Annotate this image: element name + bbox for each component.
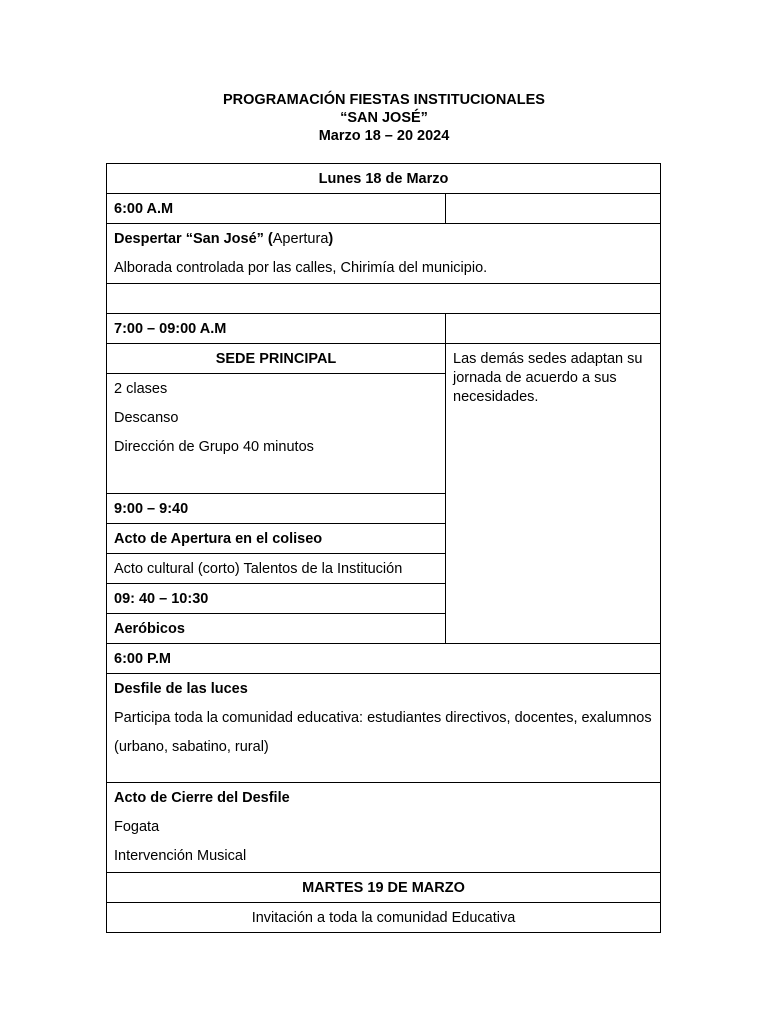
schedule-table	[106, 163, 661, 933]
sede-principal-activities	[107, 374, 446, 494]
document-subtitle: “SAN JOSÉ”	[340, 110, 428, 126]
time-6pm: 6:00 P.M	[107, 644, 661, 674]
time-7-9: 7:00 – 09:00 A.M	[107, 314, 446, 344]
cierre-block	[107, 783, 661, 873]
document-title: PROGRAMACIÓN FIESTAS INSTITUCIONALES	[223, 92, 545, 108]
day2-title: MARTES 19 DE MARZO	[107, 873, 661, 903]
despertar-heading: Despertar “San José” (Apertura)	[114, 231, 334, 247]
cierre-heading: Acto de Cierre del Desfile	[114, 790, 290, 806]
sede-principal-heading: SEDE PRINCIPAL	[107, 344, 446, 374]
fogata-text: Fogata	[114, 819, 160, 835]
empty-cell	[446, 194, 661, 224]
aerobicos: Aeróbicos	[107, 614, 446, 644]
despertar-block	[107, 224, 661, 284]
document-dates: Marzo 18 – 20 2024	[318, 128, 450, 144]
day1-title: Lunes 18 de Marzo	[107, 164, 661, 194]
descanso-text: Descanso	[114, 410, 179, 426]
desfile-heading: Desfile de las luces	[114, 681, 248, 697]
time-6am: 6:00 A.M	[107, 194, 446, 224]
empty-row	[107, 284, 661, 314]
acto-apertura: Acto de Apertura en el coliseo	[107, 524, 446, 554]
alborada-text: Alborada controlada por las calles, Chirimía del municipio.	[114, 260, 488, 276]
clases-text: 2 clases	[114, 381, 168, 397]
sedes-list-text: (urbano, sabatino, rural)	[114, 739, 269, 755]
intervencion-text: Intervención Musical	[114, 848, 247, 864]
otras-sedes-note: Las demás sedes adaptan su jornada de acuerdo a sus necesidades.	[446, 344, 661, 644]
document-header	[0, 91, 768, 145]
time-940-1030: 09: 40 – 10:30	[107, 584, 446, 614]
acto-cultural: Acto cultural (corto) Talentos de la Institución	[107, 554, 446, 584]
invitacion-text: Invitación a toda la comunidad Educativa	[107, 903, 661, 933]
direccion-grupo-text: Dirección de Grupo 40 minutos	[114, 439, 314, 455]
desfile-block	[107, 674, 661, 783]
participa-text: Participa toda la comunidad educativa: estudiantes directivos, docentes, exalumnos	[114, 710, 652, 726]
time-9-940: 9:00 – 9:40	[107, 494, 446, 524]
empty-cell	[446, 314, 661, 344]
